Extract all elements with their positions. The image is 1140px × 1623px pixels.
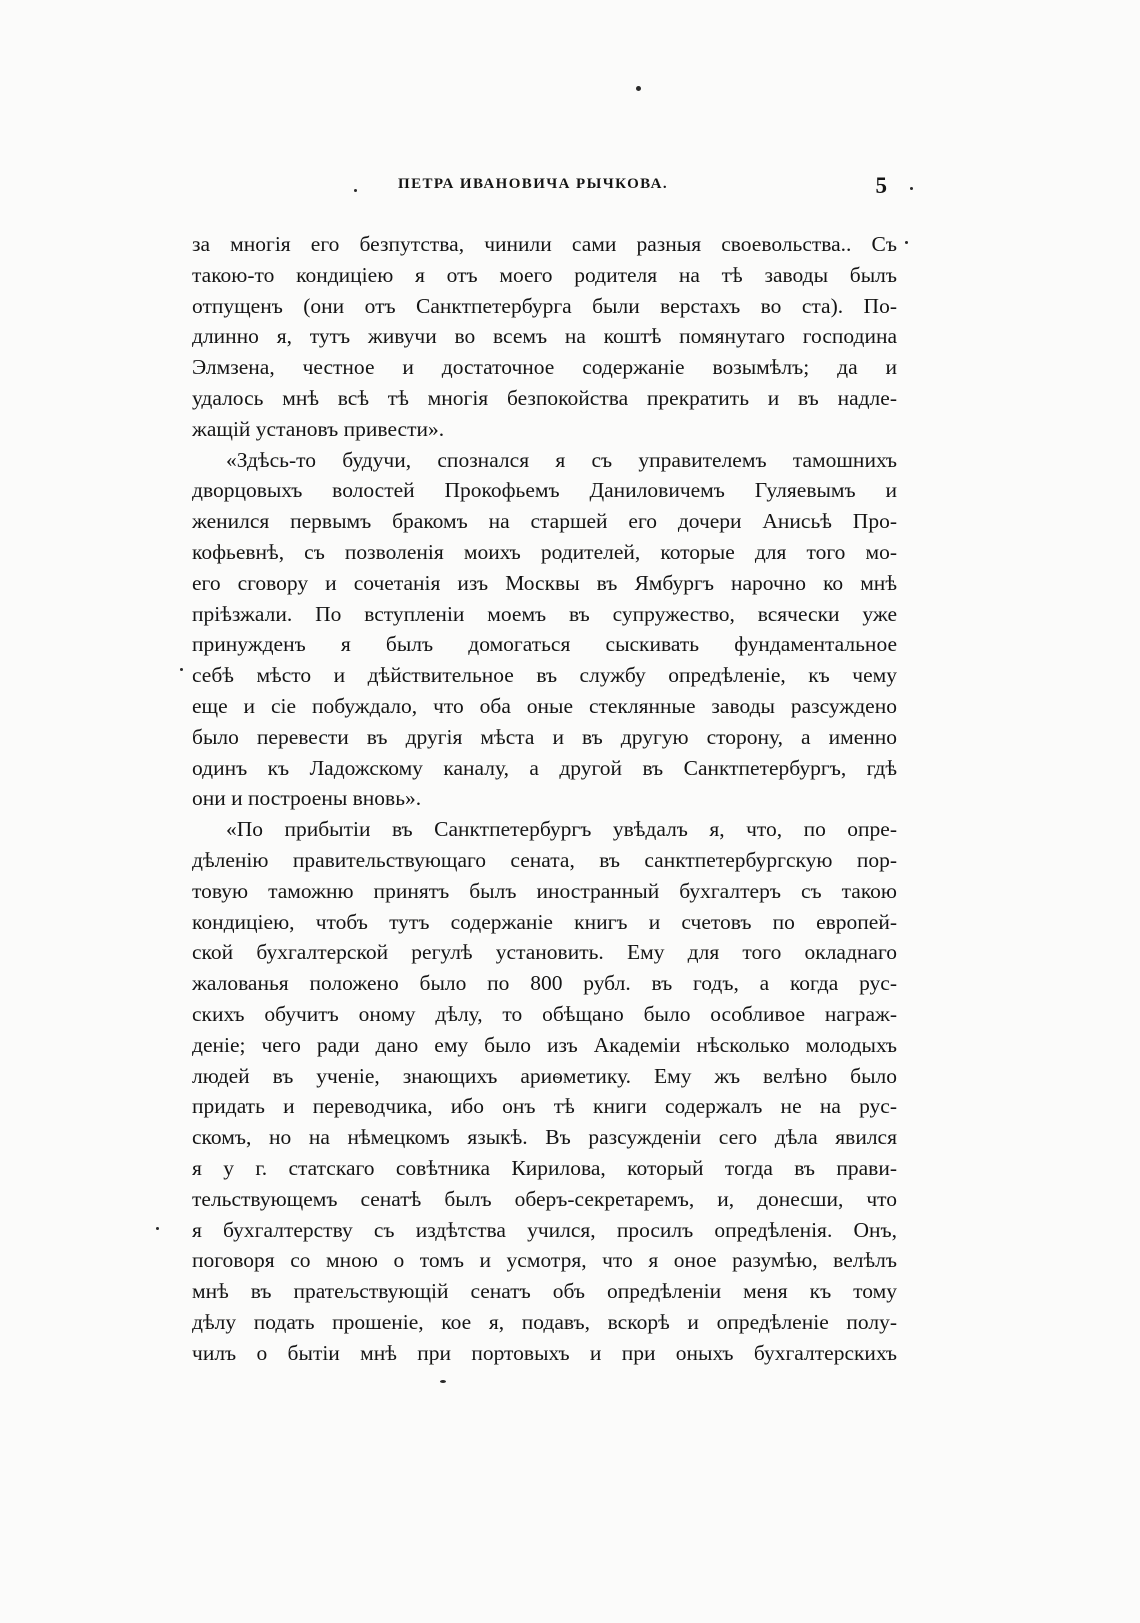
text-line: такою-то кондиціею я отъ моего родителя на тѣ заводы былъ [192, 262, 897, 287]
text-line: поговоря со мною о томъ и усмотря, что я оное разумѣю, велѣлъ [192, 1248, 897, 1273]
text-line: людей въ ученіе, знающихъ ариѳметику. Ему жъ велѣно было [192, 1063, 897, 1088]
text-line: его сговору и сочетанія изъ Москвы въ Ямбургъ нарочно ко мнѣ [192, 570, 897, 595]
text-line: дѣленію правительствующаго сената, въ санктпетербургскую пор- [192, 847, 897, 872]
scan-speck [180, 668, 183, 671]
text-line: одинъ къ Ладожскому каналу, а другой въ Санктпетербургъ, гдѣ [192, 755, 897, 780]
text-line: деніе; чего ради дано ему было изъ Академіи нѣсколько молодыхъ [192, 1032, 897, 1057]
text-line: чилъ о бытіи мнѣ при портовыхъ и при оныхъ бухгалтерскихъ [192, 1340, 897, 1365]
text-line: я у г. статскаго совѣтника Кирилова, который тогда въ прави- [192, 1155, 897, 1180]
text-line: еще и сіе побуждало, что оба оные стеклянные заводы разсуждено [192, 693, 897, 718]
text-line: тельствующемъ сенатѣ былъ оберъ-секретаремъ, и, донесши, что [192, 1186, 897, 1211]
text-line: женился первымъ бракомъ на старшей его дочери Анисьѣ Про- [192, 509, 897, 534]
text-line: ской бухгалтерской регулѣ установить. Ему для того окладнаго [192, 940, 897, 965]
text-line: дѣлу подать прошеніе, кое я, подавъ, вскорѣ и опредѣленіе полу- [192, 1309, 897, 1334]
text-line: товую таможню принятъ былъ иностранный бухгалтеръ съ такою [192, 878, 897, 903]
text-line: за многія его безпутства, чинили сами разныя своевольства.. Съ [192, 232, 897, 256]
text-line: «Здѣсь-то будучи, спознался я съ управителемъ тамошнихъ [226, 447, 897, 472]
running-title: ПЕТРА ИВАНОВИЧА РЫЧКОВА. [398, 176, 668, 192]
text-line: они и построены вновь». [192, 786, 422, 811]
text-line: было перевести въ другія мѣста и въ другую сторону, а именно [192, 724, 897, 749]
scan-speck [636, 86, 641, 91]
scan-speck [910, 187, 913, 190]
text-line: кондиціею, чтобъ тутъ содержаніе книгъ и счетовъ по европей- [192, 909, 897, 934]
running-header [192, 173, 897, 206]
scan-speck [905, 241, 908, 244]
page-number: 5 [875, 173, 887, 198]
text-line: придать и переводчика, ибо онъ тѣ книги содержалъ не на рус- [192, 1094, 897, 1119]
text-line: «По прибытіи въ Санктпетербургъ увѣдалъ я, что, по опре- [226, 817, 897, 842]
text-line: принужденъ я былъ домогаться сыскивать фундаментальное [192, 632, 897, 657]
scan-speck [156, 1227, 159, 1230]
body-text [192, 229, 897, 1368]
text-line: я бухгалтерству съ издѣтства учился, просилъ опредѣленія. Онъ, [192, 1217, 897, 1242]
text-line: пріѣзжали. По вступленіи моемъ въ супружество, всячески уже [192, 601, 897, 626]
text-line: мнѣ въ пратељствующій сенатъ объ опредѣленіи меня къ тому [192, 1279, 897, 1304]
text-line: себѣ мѣсто и дѣйствительное въ службу опредѣленіе, къ чему [192, 663, 897, 688]
text-line: Элмзена, честное и достаточное содержаніе возымѣлъ; да и [192, 355, 897, 380]
text-line: скомъ, но на нѣмецкомъ языкѣ. Въ разсужденіи сего дѣла явился [192, 1125, 897, 1150]
text-line: жащій установъ привести». [192, 416, 445, 441]
text-line: жалованья положено было по 800 рубл. въ годъ, а когда рус- [192, 971, 897, 996]
text-line: дворцовыхъ волостей Прокофьемъ Даниловичемъ Гуляевымъ и [192, 478, 897, 503]
text-line: кофьевнѣ, съ позволенія моихъ родителей, которые для того мо- [192, 539, 897, 564]
text-line: отпущенъ (они отъ Санктпетербурга были верстахъ во ста). По- [192, 293, 897, 318]
scan-speck [440, 1380, 446, 1383]
text-line: скихъ обучитъ оному дѣлу, то обѣщано было особливое награж- [192, 1001, 897, 1026]
text-line: длинно я, тутъ живучи во всемъ на коштѣ помянутаго господина [192, 324, 897, 349]
scan-speck [354, 189, 357, 192]
text-line: удалось мнѣ всѣ тѣ многія безпокойства прекратить и въ надле- [192, 385, 897, 410]
